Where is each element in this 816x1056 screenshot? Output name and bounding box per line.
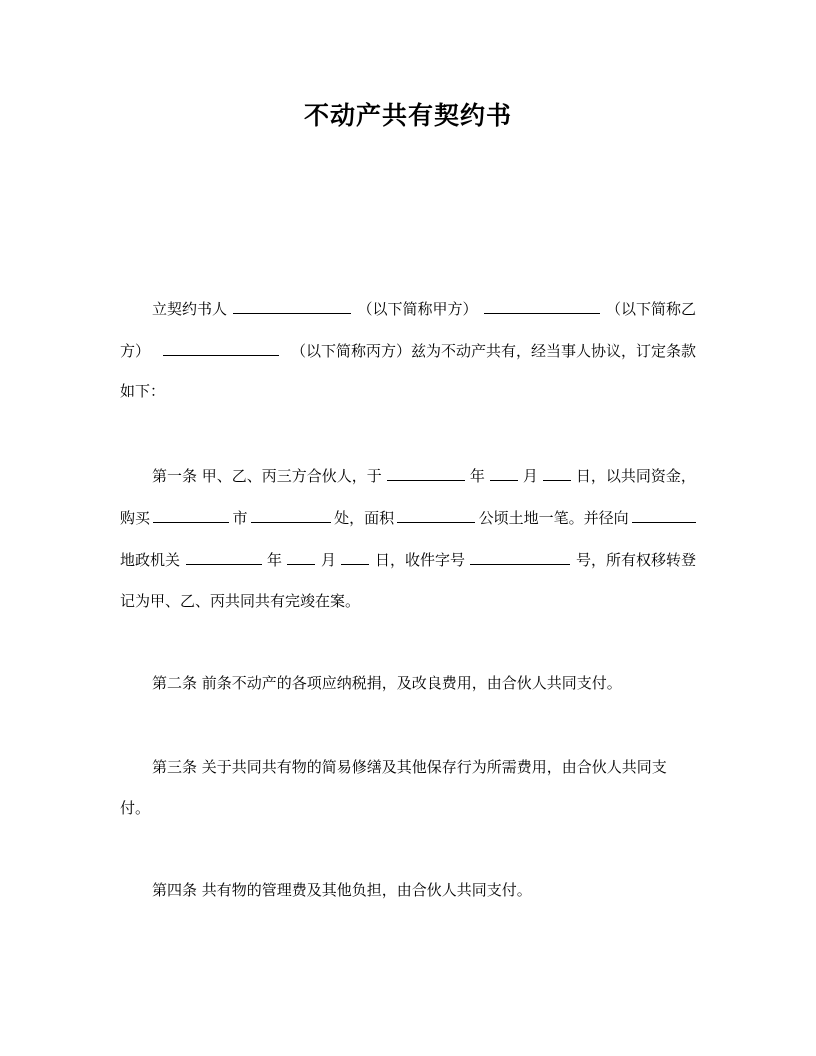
article-text: 购买	[120, 509, 151, 527]
article-3-line-2: 付。	[120, 799, 151, 817]
preamble-text: 立契约书人	[152, 300, 228, 318]
article-text: 处，面积	[334, 509, 395, 527]
article-text: 年	[266, 551, 282, 569]
preamble-text: （以下简称甲方）	[357, 300, 478, 318]
article-text: 年	[469, 467, 485, 485]
month-blank	[287, 549, 315, 565]
article-2-line-1: 第二条 前条不动产的各项应纳税捐，及改良费用，由合伙人共同支付。	[152, 674, 622, 692]
area-blank	[397, 507, 475, 523]
preamble-text: （以下简称乙	[605, 300, 696, 318]
article-4-line-1: 第四条 共有物的管理费及其他负担，由合伙人共同支付。	[152, 881, 532, 899]
receipt-number-blank	[470, 549, 570, 565]
day-blank	[341, 549, 369, 565]
article-text: 市	[232, 509, 248, 527]
preamble-text: （以下简称丙方）兹为不动产共有，经当事人协议，订定条款	[290, 342, 696, 360]
article-text: 地政机关	[120, 551, 181, 569]
party-b-blank	[484, 298, 600, 314]
place-blank	[251, 507, 331, 523]
article-text: 公顷土地一笔。并径向	[478, 509, 629, 527]
document-title: 不动产共有契约书	[303, 101, 512, 130]
article-1-line-3	[120, 549, 696, 570]
article-text: 月	[320, 551, 336, 569]
preamble-line-1	[152, 298, 696, 319]
preamble-line-3: 如下：	[120, 382, 166, 400]
article-1-line-2	[120, 507, 696, 528]
party-c-blank	[163, 340, 279, 356]
article-text: 日，以共同资金，	[575, 467, 696, 485]
preamble-text: 方）	[120, 342, 151, 360]
party-a-blank	[233, 298, 351, 314]
preamble-line-2	[120, 340, 696, 361]
year-blank	[387, 465, 465, 481]
article-1-line-4: 记为甲、乙、丙共同共有完竣在案。	[120, 592, 361, 610]
article-text: 月	[522, 467, 538, 485]
month-blank	[490, 465, 518, 481]
article-text: 第一条 甲、乙、丙三方合伙人，于	[152, 467, 382, 485]
article-1-line-1	[152, 465, 696, 486]
year-blank	[186, 549, 262, 565]
agency-blank	[632, 507, 696, 523]
article-text: 日，收件字号	[374, 551, 465, 569]
city-blank	[153, 507, 229, 523]
day-blank	[543, 465, 571, 481]
article-text: 号，所有权移转登	[575, 551, 696, 569]
article-3-line-1: 第三条 关于共同共有物的简易修缮及其他保存行为所需费用，由合伙人共同支	[152, 758, 667, 776]
